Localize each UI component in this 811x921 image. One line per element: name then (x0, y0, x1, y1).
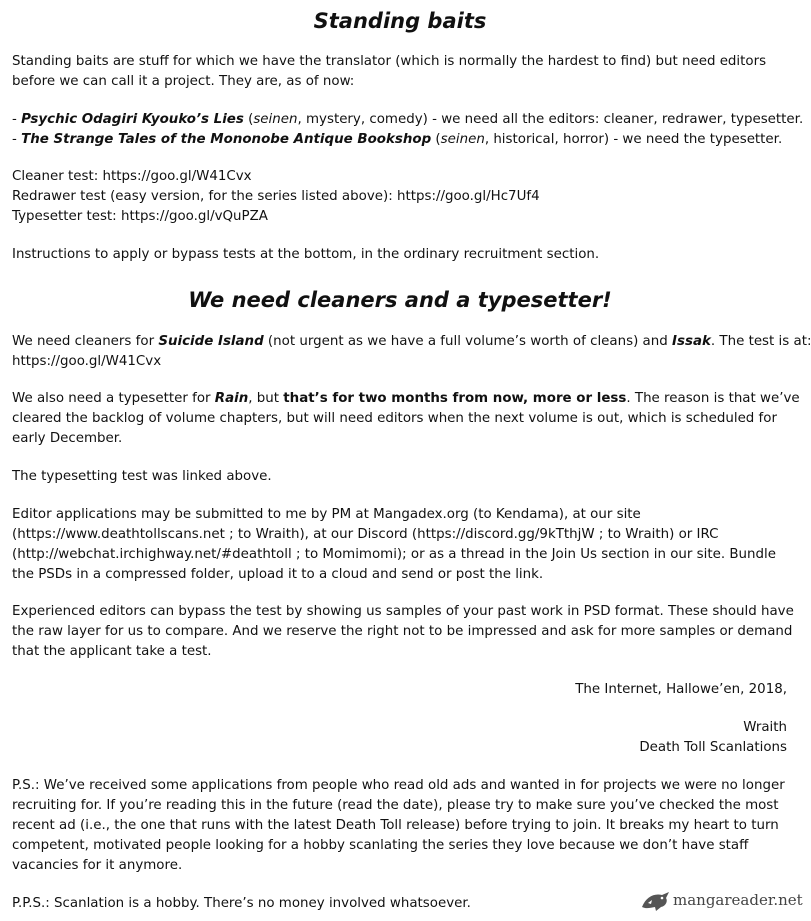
item-detail: , historical, horror) - we need the typesetter. (484, 132, 783, 147)
pps-line: P.P.S.: Scanlation is a hobby. There’s no money involved whatsoever. (12, 896, 471, 911)
item-detail: , mystery, comedy) - we need all the editors: cleaner, redrawer, typesetter. (297, 112, 804, 127)
bait-item-2 (12, 130, 792, 150)
text-run: We also need a typesetter for (12, 391, 215, 406)
cleaners-line-2: https://goo.gl/W41Cvx (12, 354, 162, 369)
bypass-line-2: the raw layer for us to compare. And we reserve the right not to be impressed and ask for more samples or demand (12, 624, 793, 639)
series-title: Issak (672, 334, 711, 349)
cleaners-line-1 (12, 332, 811, 352)
redrawer-test-line: Redrawer test (easy version, for the series listed above): https://goo.gl/Hc7Uf4 (12, 189, 540, 204)
emphasis: that’s for two months from now, more or less (283, 391, 627, 406)
ps-line-1: P.S.: We’ve received some applications from people who read old ads and wanted in for projects we were no longer (12, 778, 785, 793)
typesetter-line-3: early December. (12, 431, 123, 446)
heading-standing-baits: Standing baits (313, 9, 487, 33)
typesetter-test-line: Typesetter test: https://goo.gl/vQuPZA (12, 209, 268, 224)
intro-line-1: Standing baits are stuff for which we have the translator (which is normally the hardest to find) but need editors (12, 54, 767, 69)
series-title: Psychic Odagiri Kyouko’s Lies (21, 112, 244, 127)
paren-open: ( (243, 112, 254, 127)
ps-line-3: recent ad (i.e., the one that runs with the latest Death Toll release) before trying to join. It breaks my heart to turn (12, 818, 779, 833)
typesetting-test-line: The typesetting test was linked above. (12, 469, 272, 484)
watermark (640, 889, 803, 915)
instructions-line: Instructions to apply or bypass tests at the bottom, in the ordinary recruitment section. (12, 247, 600, 262)
bullet-dash: - (12, 132, 22, 147)
bypass-line-1: Experienced editors can bypass the test by showing us samples of your past work in PSD format. These should have (12, 604, 794, 619)
text-run: We need cleaners for (12, 334, 159, 349)
applications-line-4: the PSDs in a compressed folder, upload it to a cloud and send or post the link. (12, 567, 544, 582)
applications-line-1: Editor applications may be submitted to me by PM at Mangadex.org (to Kendama), at our site (12, 507, 641, 522)
text-run: (not urgent as we have a full volume’s worth of cleans) and (263, 334, 673, 349)
genre: seinen (253, 112, 298, 127)
watermark-text: mangareader.net (673, 891, 803, 909)
signoff-name: Wraith (743, 720, 787, 735)
heading-need-cleaners: We need cleaners and a typesetter! (188, 288, 612, 312)
text-run: . The test is at: (710, 334, 811, 349)
ps-line-4: competent, motivated people looking for a hobby scanlating the series they love because we don’t have staff (12, 838, 749, 853)
ps-line-2: recruiting for. If you’re reading this in the future (read the date), please try to make sure you’ve checked the most (12, 798, 779, 813)
typesetter-line-2: cleared the backlog of volume chapters, but will need editors when the next volume is out, which is scheduled for (12, 411, 777, 426)
signoff-place-date: The Internet, Hallowe’en, 2018, (575, 682, 787, 697)
bypass-line-3: that the applicant take a test. (12, 644, 212, 659)
ps-line-5: vacancies for it anymore. (12, 858, 183, 873)
series-title: Suicide Island (158, 334, 264, 349)
applications-line-2: (https://www.deathtollscans.net ; to Wraith), at our Discord (https://discord.gg/9kTthjW ; to Wraith) or IRC (12, 527, 719, 542)
bullet-dash: - (12, 112, 22, 127)
text-run: . The reason is that we’ve (626, 391, 800, 406)
bait-item-1 (12, 110, 804, 130)
typesetter-line-1 (12, 389, 800, 409)
dragon-logo-icon (640, 889, 672, 913)
series-title: Rain (214, 391, 249, 406)
paren-open: ( (431, 132, 441, 147)
intro-line-2: before we can call it a project. They are, as of now: (12, 74, 355, 89)
genre: seinen (440, 132, 485, 147)
signoff-group: Death Toll Scanlations (639, 740, 787, 755)
cleaner-test-line: Cleaner test: https://goo.gl/W41Cvx (12, 169, 252, 184)
series-title: The Strange Tales of the Mononobe Antique Bookshop (21, 132, 432, 147)
applications-line-3: (http://webchat.irchighway.net/#deathtoll ; to Momimomi); or as a thread in the Join Us section in our site. Bundle (12, 547, 776, 562)
text-run: , but (248, 391, 284, 406)
